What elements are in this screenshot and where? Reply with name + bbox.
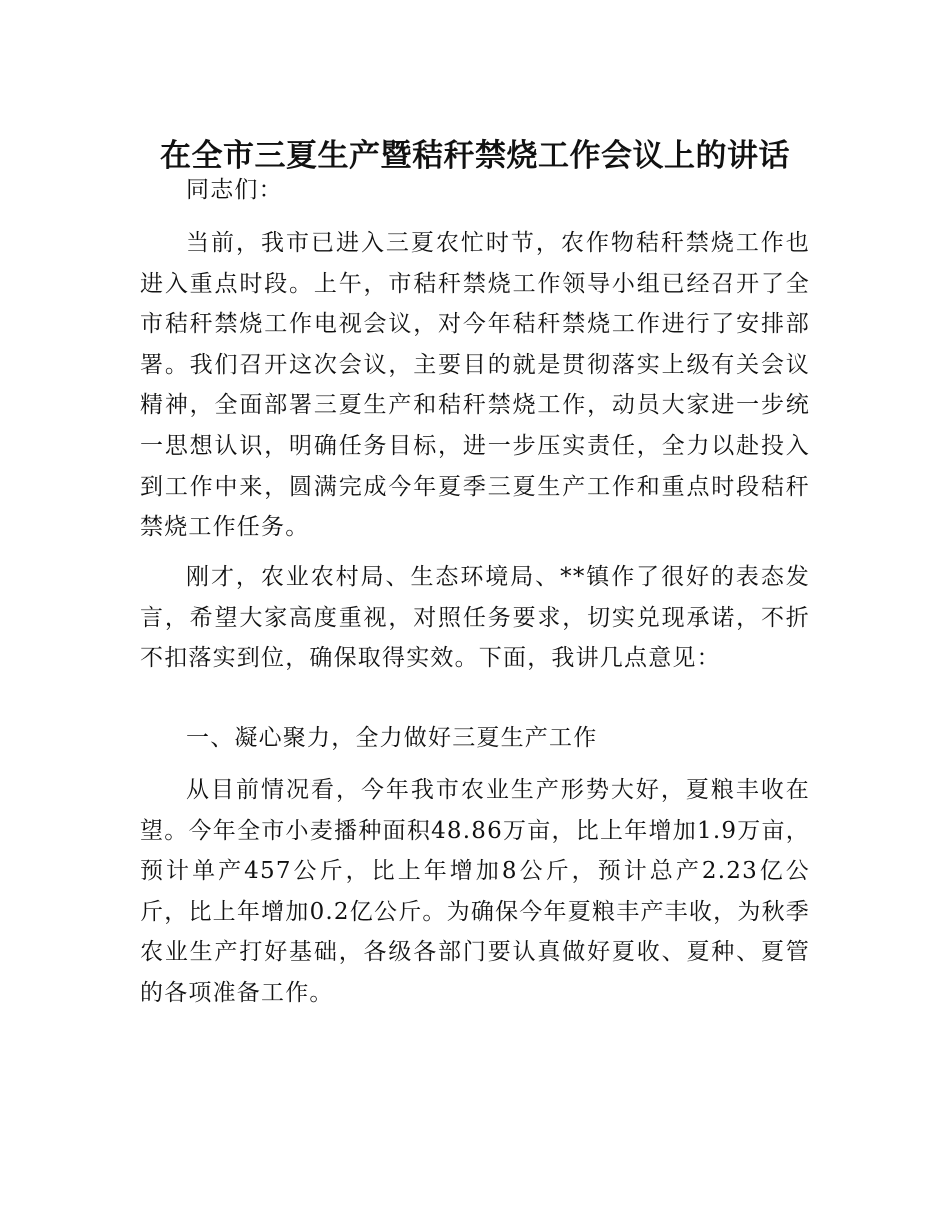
paragraph-intro: 当前，我市已进入三夏农忙时节，农作物秸秆禁烧工作也进入重点时段。上午，市秸秆禁烧工作领导小组已经召开了全市秸秆禁烧工作电视会议，对今年秸秆禁烧工作进行了安排部署。我们召开这次会议，主要目的就是贯彻落实上级有关会议精神，全面部署三夏生产和秸秆禁烧工作，动员大家进一步统一思想认识，明确任务目标，进一步压实责任，全力以赴投入到工作中来，圆满完成今年夏季三夏生产工作和重点时段秸秆禁烧工作任务。 [140,230,810,541]
greeting: 同志们： [186,177,283,203]
section-paragraph: 从目前情况看，今年我市农业生产形势大好，夏粮丰收在望。今年全市小麦播种面积48.86万亩，比上年增加1.9万亩，预计单产457公斤，比上年增加8公斤，预计总产2.23亿公斤，比上年增加0.2亿公斤。为确保今年夏粮丰产丰收，为秋季农业生产打好基础，各级各部门要认真做好夏收、夏种、夏管的各项准备工作。 [140,777,810,1006]
section-heading: 一、凝心聚力，全力做好三夏生产工作 [186,725,598,751]
paragraph-remarks: 刚才，农业农村局、生态环境局、**镇作了很好的表态发言，希望大家高度重视，对照任务要求，切实兑现承诺，不折不扣落实到位，确保取得实效。下面，我讲几点意见： [140,564,810,672]
document-title: 在全市三夏生产暨秸秆禁烧工作会议上的讲话 [160,137,790,174]
